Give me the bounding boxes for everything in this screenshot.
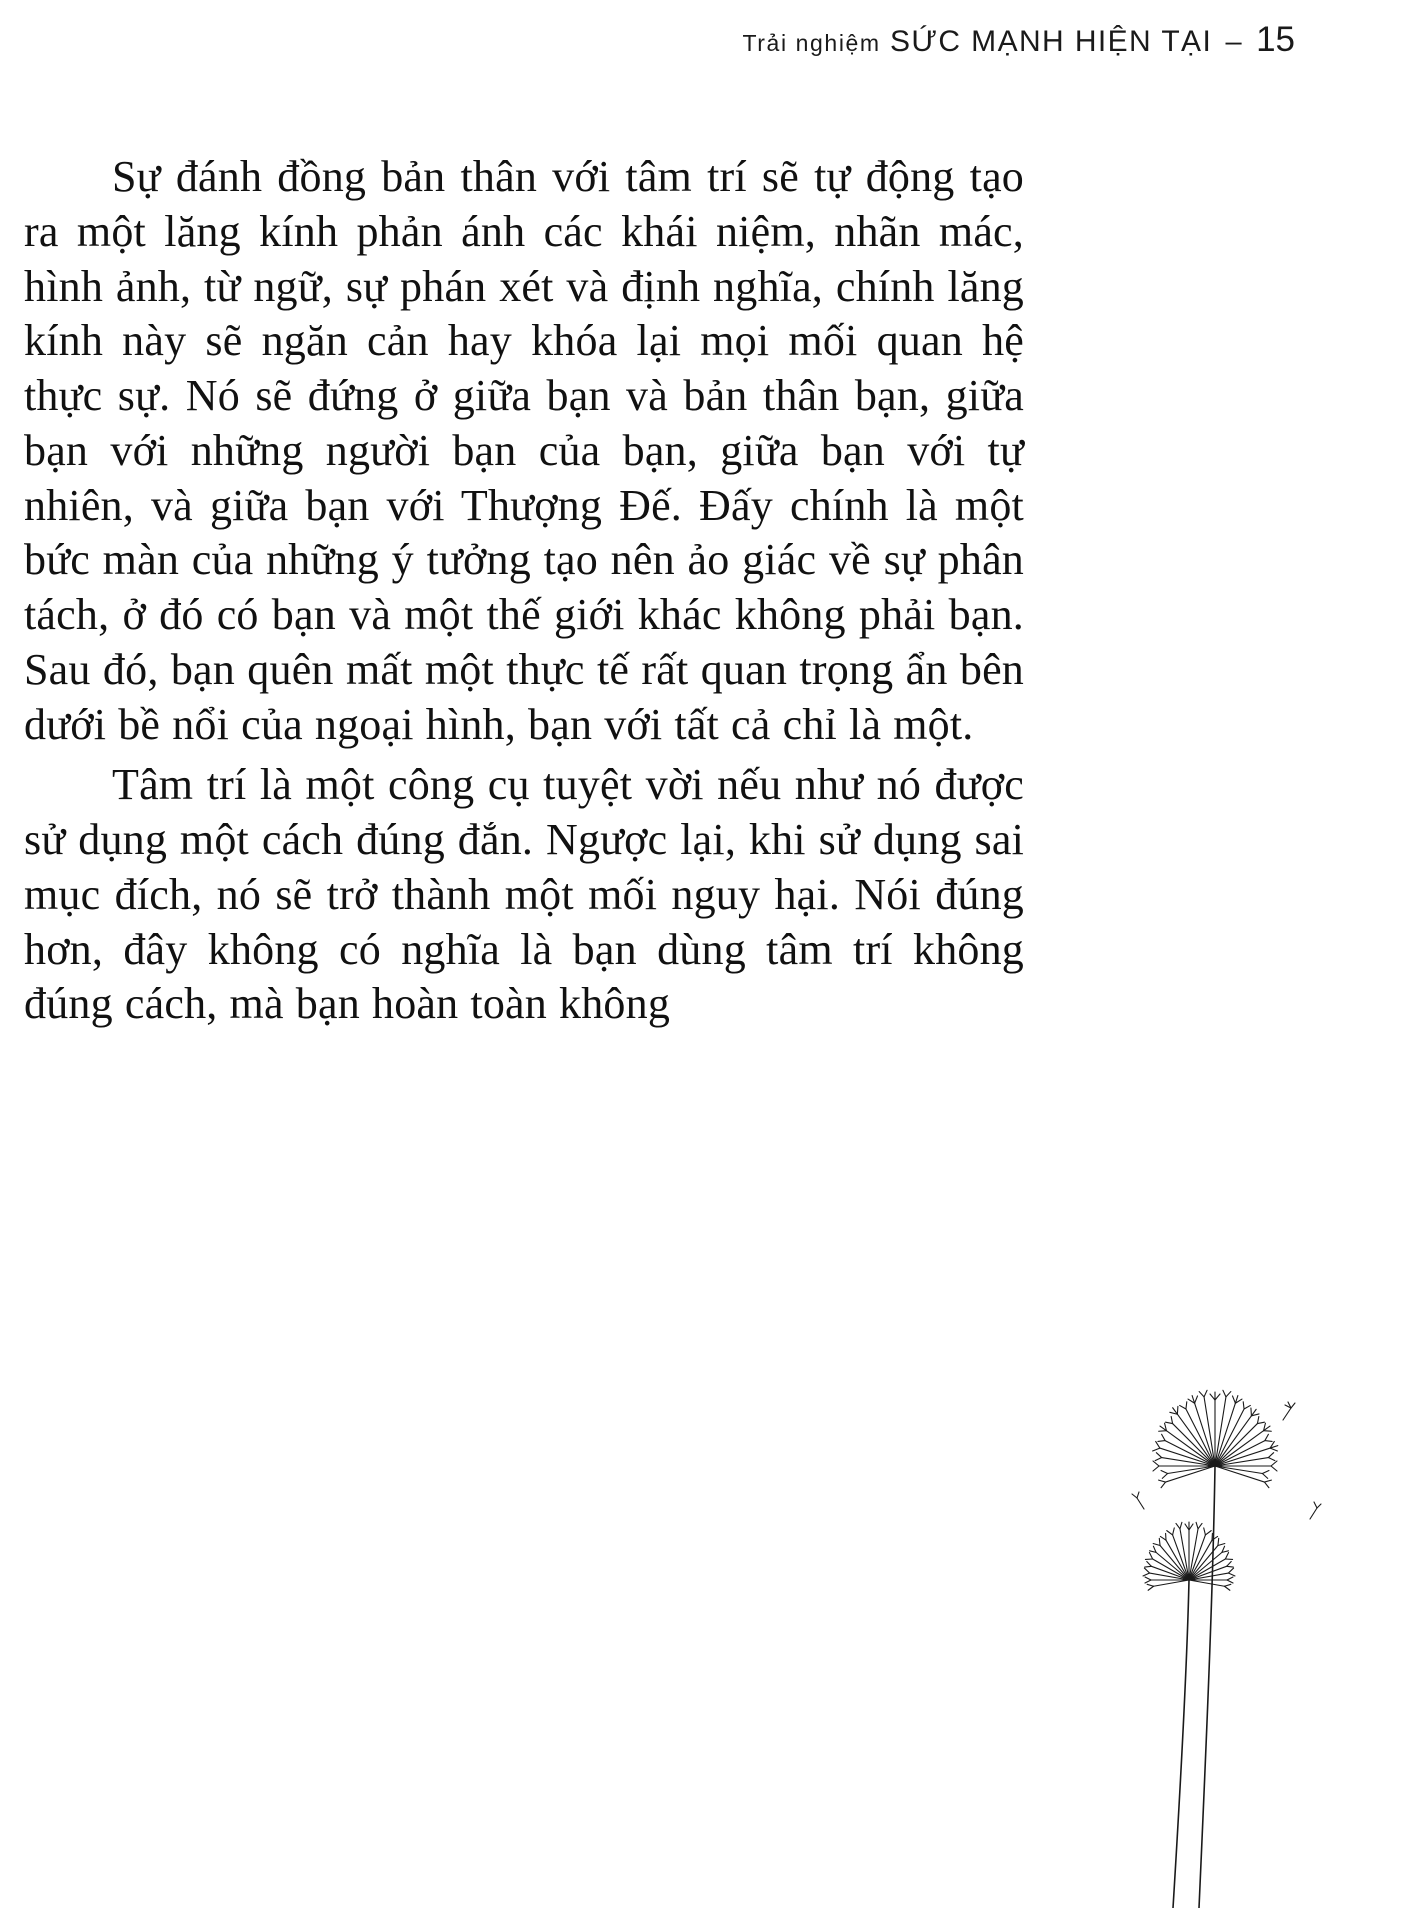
running-head-title: SỨC MẠNH HIỆN TẠI	[889, 25, 1213, 58]
body-text	[24, 150, 1024, 1032]
running-head-prefix: Trải nghiệm	[742, 30, 881, 56]
paragraph: Tâm trí là một công cụ tuyệt vời nếu như nó được sử dụng một cách đúng đắn. Ngược lại, khi sử dụng sai mục đích, nó sẽ trở thành một mối nguy hại. Nói đúng hơn, đây không có nghĩa là bạn dùng tâm trí không đúng cách, mà bạn hoàn toàn không	[24, 760, 1024, 1029]
running-head-dash: –	[1225, 26, 1243, 58]
running-head	[0, 20, 1295, 60]
paragraph: Sự đánh đồng bản thân với tâm trí sẽ tự động tạo ra một lăng kính phản ánh các khái niệm, nhãn mác, hình ảnh, từ ngữ, sự phán xét và định nghĩa, chính lăng kính này sẽ ngăn cản hay khóa lại mọi mối quan hệ thực sự. Nó sẽ đứng ở giữa bạn và bản thân bạn, giữa bạn với những người bạn của bạn, giữa bạn với tự nhiên, và giữa bạn với Thượng Đế. Đấy chính là một bức màn của những ý tưởng tạo nên ảo giác về sự phân tách, ở đó có bạn và một thế giới khác không phải bạn. Sau đó, bạn quên mất một thực tế rất quan trọng ẩn bên dưới bề nổi của ngoại hình, bạn với tất cả chỉ là một.	[24, 152, 1024, 749]
dandelion-icon	[1103, 1348, 1353, 1908]
page-number: 15	[1256, 20, 1295, 59]
